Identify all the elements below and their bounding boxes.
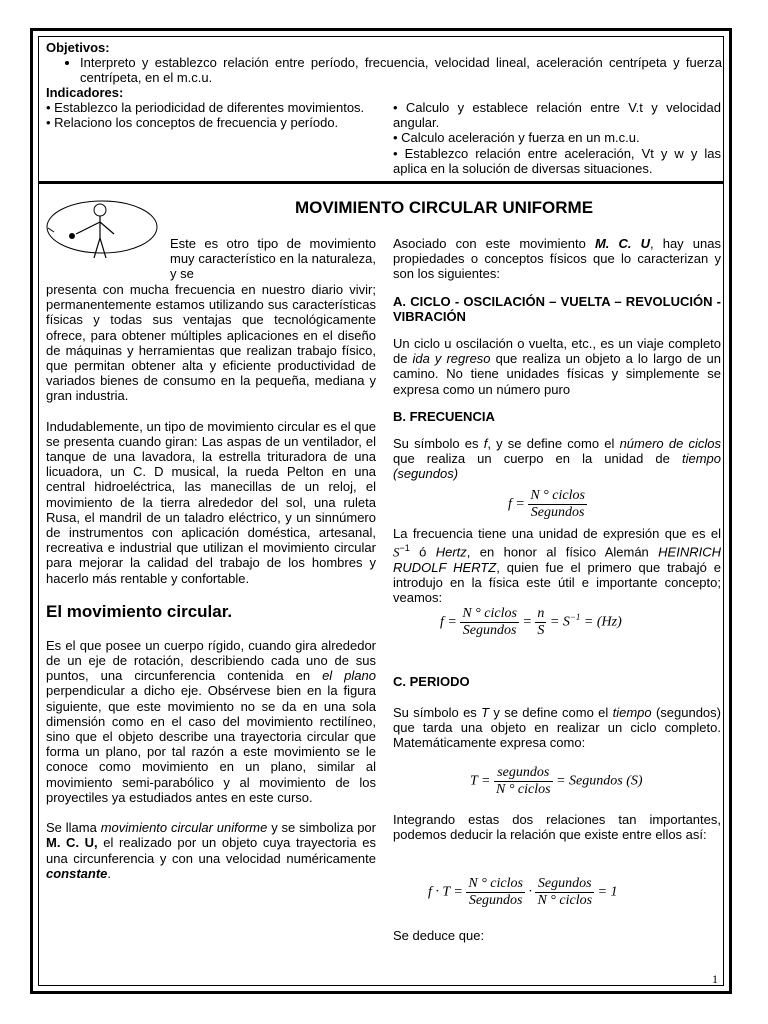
indicador-item: • Establezco la periodicidad de diferentes movimientos. (46, 100, 365, 115)
page-number: 1 (712, 972, 718, 986)
formula-period: T = $\frac{\text{segundos}}{\text{N ° ciclos}}$ = Segundos (S) (470, 765, 643, 797)
paragraph-mcu: Se llama movimiento circular uniforme y se simboliza por M. C. U, el realizado por un objeto cuya trayectoria es una circunferencia y con una velocidad numéricamente constante. (46, 820, 376, 881)
objetivos-label: Objetivos: (46, 40, 110, 55)
indicador-item: • Calculo aceleración y fuerza en un m.c.u. (393, 130, 640, 146)
section-b-text-2: La frecuencia tiene una unidad de expresión que es el $S^{-1}$ ó Hertz, en honor al físico Alemán HEINRICH RUDOLF HERTZ, quien fue el primero que trabajó e introdujo en la física este útil e importante concepto; veamos: (393, 526, 721, 606)
objetivo-item: • Interpreto y establezco relación entre período, frecuencia, velocidad lineal, aceleración centrípeta y fuerza centrípeta, en el m.c.u. (80, 55, 722, 85)
formula-relation: f · T = $\frac{\text{N ° ciclos}}{\text{Segundos}}$ · $\frac{\text{Segundos}}{\text{N ° ciclos}}$ = 1 (428, 876, 618, 908)
indicadores-left (46, 100, 376, 130)
indicadores-label: Indicadores: (46, 85, 124, 101)
se-deduce-text: Se deduce que: (393, 928, 485, 943)
section-b-text: Su símbolo es f, y se define como el número de ciclos que realiza un cuerpo en la unidad de tiempo (segundos) (393, 435, 721, 482)
section-b-heading: B. FRECUENCIA (393, 408, 495, 424)
objectives-section (46, 40, 722, 100)
indicadores-right (393, 100, 721, 176)
section-c-heading: C. PERIODO (393, 674, 470, 689)
periodo-section (393, 674, 721, 751)
indicador-item: • Calculo y establece relación entre V.t y velocidad angular. (393, 100, 721, 131)
formula-frequency-units: f = $\frac{\text{N ° ciclos}}{\text{Segundos}}$ = $\frac{n}{S}$ = $S^{-1} = (Hz)$ (440, 606, 622, 638)
indicador-item: • Establezco relación entre aceleración, Vt y w y las aplica en la solución de diversas situaciones. (393, 145, 721, 176)
section-a-heading: A. CICLO - OSCILACIÓN – VUELTA – REVOLUCIÓN - VIBRACIÓN (393, 293, 721, 324)
right-column (393, 236, 721, 481)
indicador-item: • Relaciono los conceptos de frecuencia y período. (46, 115, 339, 131)
page-title: MOVIMIENTO CIRCULAR UNIFORME (294, 198, 594, 217)
left-intro-indent (170, 236, 376, 282)
right-intro: Asociado con este movimiento M. C. U, hay unas propiedades o conceptos físicos que lo caracterizan y son los siguientes: (393, 236, 721, 282)
objetivos-list (46, 55, 722, 85)
frequency-unit-text (393, 526, 721, 605)
section-c-text-2: Integrando estas dos relaciones tan importantes, podemos deducir la relación que existe entre ellos así: (393, 812, 721, 843)
intro-text-indent: Este es otro tipo de movimiento muy característico en la naturaleza, y se (170, 236, 376, 282)
section-c-text: Su símbolo es T y se define como el tiempo (segundos) que tarda una objeto en realizar un ciclo completo. Matemáticamente expresa como: (393, 705, 721, 751)
spinning-figure-illustration (44, 194, 160, 264)
paragraph-examples: Indudablemente, un tipo de movimiento circular es el que se presenta cuando giran: Las aspas de un ventilador, el tanque de una lavadora, la estrella trituradora de una licuadora, un C. D musical, la rueda Pelton en una central hidroeléctrica, las manecillas de un reloj, el movimiento de la tierra alrededor del sol, una ruleta Rusa, el mandril de un taladro eléctrico, y un sinnúmero de instrumentos con aplicación doméstica, artesanal, recreativa e industrial que utilizan el movimiento circular para mejorar la calidad del trabajo de los hombres y hacerlo más rentable y confortable. (46, 418, 376, 586)
formula-frequency: f = $\frac{\text{N ° ciclos}}{\text{Segundos}}$ (508, 488, 585, 520)
left-column (46, 282, 376, 881)
paragraph-definition: Es el que posee un cuerpo rígido, cuando gira alrededor de un eje de rotación, describiendo cada uno de sus puntos, una circunferencia contenida en el plano perpendicular a dicho eje. Obsérvese bien en la figura siguiente, que este movimiento no se da en una sola dimensión como en el caso del movimiento rectilíneo, sino que el objeto describe una trayectoria circular que forma un plano, por tal razón a este movimiento se le conoce como movimiento en un plano, similar al movimiento semi-parabólico y al movimiento de los proyectiles ya estudiados antes en este curso. (46, 637, 376, 805)
section-heading: El movimiento circular. (46, 601, 233, 621)
intro-text: presenta con mucha frecuencia en nuestro diario vivir; permanentemente estamos utilizando sus características físicas y todas sus ventajas que tecnológicamente ofrece, para obtener múltiples aplicaciones en el diseño de máquinas y herramientas que realizan trabajo físico, que permitan obtener alta y eficiente productividad de variados bienes de consumo en la pequeña, mediana y gran industria. (46, 282, 376, 404)
section-a-text: Un ciclo u oscilación o vuelta, etc., es un viaje completo de ida y regreso que realiza un objeto a lo largo de un camino. No tiene unidades físicas y simplemente se expresa como un número puro (393, 336, 722, 397)
relation-text (393, 812, 721, 842)
